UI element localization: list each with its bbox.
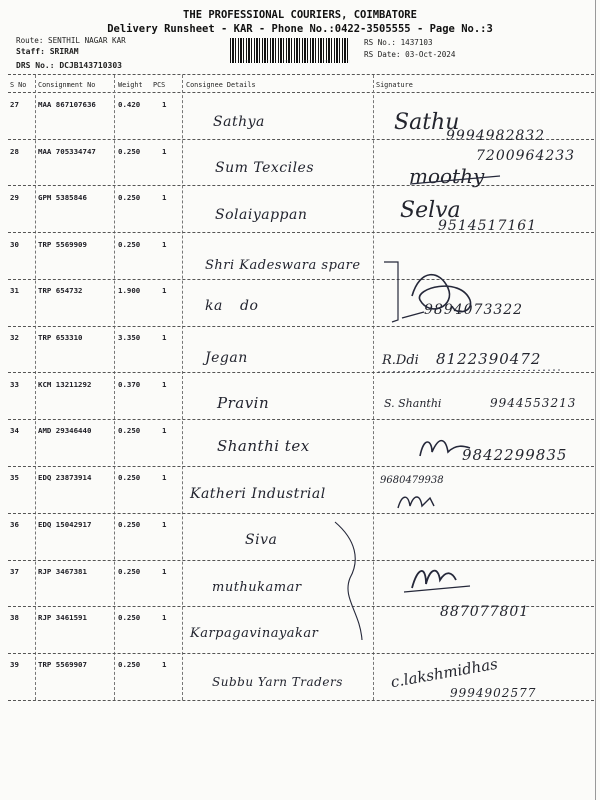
staff-label: Staff: SRIRAM [16, 47, 79, 56]
row-weight: 0.250 [118, 426, 141, 435]
row-consignee: Karpagavinayakar [190, 626, 319, 641]
row-consignment-no: TRP 5569907 [38, 660, 87, 669]
row-pcs: 1 [162, 100, 167, 109]
row-consignment-no: KCM 13211292 [38, 380, 92, 389]
column-header-pcs: PCS [153, 81, 166, 89]
row-phone: 9842299835 [462, 446, 568, 464]
row-weight: 0.250 [118, 660, 141, 669]
signature-scribble [412, 571, 456, 588]
column-header-weight: Weight [118, 81, 143, 89]
row-weight: 0.250 [118, 240, 141, 249]
row-phone: 8122390472 [436, 350, 542, 368]
row-weight: 0.250 [118, 147, 141, 156]
row-weight: 0.250 [118, 613, 141, 622]
row-sno: 29 [10, 193, 19, 202]
column-header-signature: Signature [376, 81, 413, 89]
row-pcs: 1 [162, 426, 167, 435]
row-consignment-no: EDQ 15042917 [38, 520, 92, 529]
rs-number: RS No.: 1437103 [364, 38, 433, 47]
row-sno: 36 [10, 520, 19, 529]
row-consignment-no: MAA 867107636 [38, 100, 96, 109]
row-weight: 0.250 [118, 193, 141, 202]
row-sno: 27 [10, 100, 19, 109]
row-sno: 35 [10, 473, 19, 482]
row-weight: 0.370 [118, 380, 141, 389]
row-pcs: 1 [162, 520, 167, 529]
row-pcs: 1 [162, 613, 167, 622]
row-consignment-no: RJP 3467381 [38, 567, 87, 576]
drs-number: DRS No.: DCJB143710303 [16, 61, 122, 70]
row-sno: 34 [10, 426, 19, 435]
row-sno: 30 [10, 240, 19, 249]
row-weight: 0.250 [118, 473, 141, 482]
row-consignee: do [240, 298, 259, 314]
row-weight: 1.900 [118, 286, 141, 295]
row-sno: 37 [10, 567, 19, 576]
row-phone: 9944553213 [490, 396, 577, 410]
row-pcs: 1 [162, 567, 167, 576]
row-consignee: Subbu Yarn Traders [212, 675, 343, 689]
row-phone: 887077801 [440, 604, 530, 620]
column-header-consignee: Consignee Details [186, 81, 256, 89]
row-consignee: muthukamar [212, 580, 302, 595]
row-pcs: 1 [162, 240, 167, 249]
row-pcs: 1 [162, 473, 167, 482]
row-phone: 9994982832 [446, 128, 546, 144]
row-consignee-prefix: ka [205, 298, 223, 314]
row-consignee: Shri Kadeswara spare [205, 258, 361, 273]
row-consignee: Katheri Industrial [190, 486, 326, 502]
row-pcs: 1 [162, 380, 167, 389]
row-consignment-no: GPM 5385846 [38, 193, 87, 202]
row-sno: 39 [10, 660, 19, 669]
row-consignment-no: AMD 29346440 [38, 426, 92, 435]
signature-scribble [420, 441, 470, 456]
row-consignment-no: RJP 3461591 [38, 613, 87, 622]
row-consignee: Jegan [205, 350, 248, 366]
row-consignee: Solaiyappan [215, 207, 308, 223]
row-consignee: Sum Texciles [215, 160, 315, 176]
row-pcs: 1 [162, 660, 167, 669]
row-signature: Selva [400, 198, 461, 223]
row-phone: 9514517161 [438, 218, 538, 234]
row-phone: 7200964233 [476, 148, 576, 164]
row-sno: 31 [10, 286, 19, 295]
row-phone: 9994902577 [450, 686, 537, 700]
row-sno: 28 [10, 147, 19, 156]
row-signature: R.Ddi [382, 353, 419, 368]
row-sno: 32 [10, 333, 19, 342]
row-consignment-no: TRP 654732 [38, 286, 83, 295]
row-consignee: Shanthi tex [217, 437, 310, 455]
row-phone: 9894073322 [424, 302, 524, 318]
row-weight: 3.350 [118, 333, 141, 342]
row-weight: 0.250 [118, 520, 141, 529]
row-signature: S. Shanthi [384, 397, 442, 410]
row-pcs: 1 [162, 147, 167, 156]
row-phone: 9680479938 [380, 475, 444, 486]
signature-scribble [398, 497, 434, 508]
row-sno: 33 [10, 380, 19, 389]
row-signature: c.lakshmidhas [389, 654, 500, 692]
handwritten-bracket [384, 262, 398, 322]
row-consignment-no: TRP 653310 [38, 333, 83, 342]
row-signature: moothy [409, 164, 485, 188]
row-consignee: Sathya [213, 114, 265, 130]
row-consignee: Pravin [217, 394, 270, 412]
row-pcs: 1 [162, 286, 167, 295]
row-consignment-no: MAA 705334747 [38, 147, 96, 156]
route-label: Route: SENTHIL NAGAR KAR [16, 36, 126, 45]
row-pcs: 1 [162, 333, 167, 342]
row-weight: 0.250 [118, 567, 141, 576]
row-consignee: Siva [245, 532, 278, 548]
row-consignment-no: TRP 5569909 [38, 240, 87, 249]
rs-date: RS Date: 03-Oct-2024 [364, 50, 456, 59]
column-header-consignment: Consignment No [38, 81, 96, 89]
page-edge [595, 0, 596, 800]
page-subtitle: Delivery Runsheet - KAR - Phone No.:0422-3505555 - Page No.:3 [107, 23, 493, 35]
row-signature: Sathu [394, 110, 460, 135]
row-sno: 38 [10, 613, 19, 622]
signature-scribble [412, 275, 471, 312]
page-title: THE PROFESSIONAL COURIERS, COIMBATORE [183, 9, 417, 21]
row-pcs: 1 [162, 193, 167, 202]
handwritten-curve [335, 522, 362, 640]
row-consignment-no: EDQ 23873914 [38, 473, 92, 482]
column-header-sno: S No [10, 81, 27, 89]
row-weight: 0.420 [118, 100, 141, 109]
